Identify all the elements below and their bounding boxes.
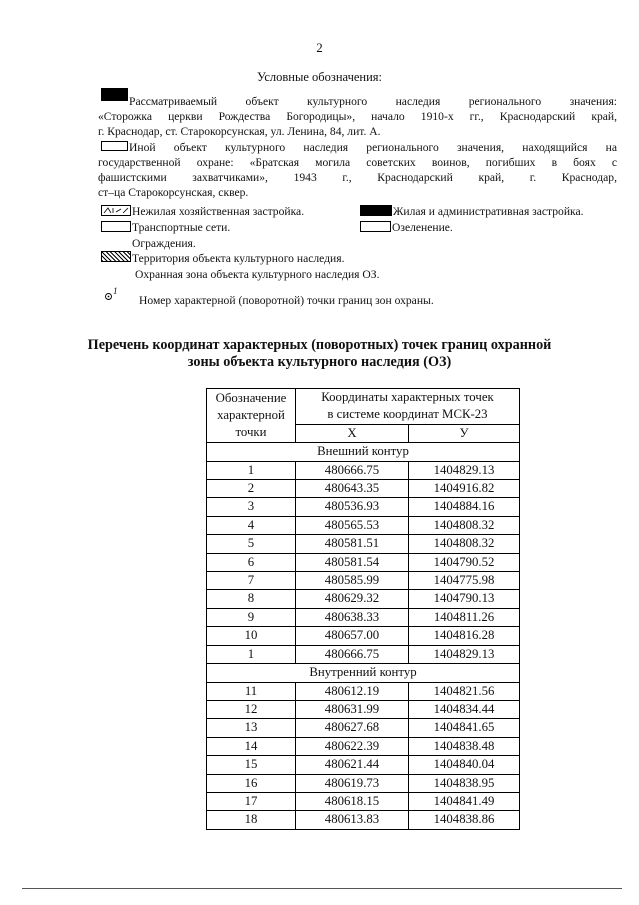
- point-number-cell: 1: [207, 461, 296, 479]
- bottom-divider: [22, 888, 622, 889]
- table-row: [207, 553, 520, 571]
- point-number-cell: 10: [207, 627, 296, 645]
- legend-fences: Ограждения.: [132, 237, 196, 250]
- point-symbol-number: 1: [113, 286, 118, 296]
- table-row: [207, 756, 520, 774]
- point-number-cell: 13: [207, 719, 296, 737]
- page-number: 2: [316, 40, 323, 55]
- table-row: [207, 572, 520, 590]
- table-row: [207, 737, 520, 755]
- point-number-cell: 8: [207, 590, 296, 608]
- y-coordinate-cell: 1404884.16: [409, 498, 520, 516]
- table-row: [207, 608, 520, 626]
- legend-territory: Территория объекта культурного наследия.: [132, 252, 345, 265]
- y-coordinate-cell: 1404775.98: [409, 572, 520, 590]
- y-coordinate-cell: 1404829.13: [409, 645, 520, 663]
- y-coordinate-cell: 1404838.86: [409, 811, 520, 829]
- coordinates-body: [207, 443, 520, 830]
- transport-symbol: [101, 221, 131, 232]
- point-number-cell: 9: [207, 608, 296, 626]
- x-coordinate-cell: 480618.15: [296, 792, 409, 810]
- point-number-cell: 16: [207, 774, 296, 792]
- table-row: [207, 516, 520, 534]
- col-point-header-line-3: точки: [235, 425, 267, 440]
- legend-object-line-3: г. Краснодар, ст. Старокорсунская, ул. Ленина, 84, лит. А.: [98, 125, 381, 138]
- y-coordinate-cell: 1404841.65: [409, 719, 520, 737]
- y-coordinate-cell: 1404838.48: [409, 737, 520, 755]
- table-row: [207, 774, 520, 792]
- y-coordinate-cell: 1404916.82: [409, 480, 520, 498]
- table-row: [207, 682, 520, 700]
- col-y-header: У: [409, 424, 520, 442]
- x-coordinate-cell: 480612.19: [296, 682, 409, 700]
- point-number-cell: 11: [207, 682, 296, 700]
- point-number-cell: 2: [207, 480, 296, 498]
- y-coordinate-cell: 1404790.52: [409, 553, 520, 571]
- x-coordinate-cell: 480621.44: [296, 756, 409, 774]
- legend-other-line-3: фашистскими захватчиками», 1943 г., Краснодарский край, г. Краснодар,: [98, 171, 617, 184]
- y-coordinate-cell: 1404808.32: [409, 516, 520, 534]
- point-number-cell: 12: [207, 700, 296, 718]
- y-coordinate-cell: 1404829.13: [409, 461, 520, 479]
- x-coordinate-cell: 480536.93: [296, 498, 409, 516]
- table-row: [207, 645, 520, 663]
- table-row: [207, 480, 520, 498]
- point-number-cell: 4: [207, 516, 296, 534]
- legend-point: Номер характерной (поворотной) точки границ зон охраны.: [139, 294, 434, 307]
- col-point-header-line-2: характерной: [217, 407, 285, 422]
- x-coordinate-cell: 480638.33: [296, 608, 409, 626]
- table-row: [207, 792, 520, 810]
- y-coordinate-cell: 1404834.44: [409, 700, 520, 718]
- x-coordinate-cell: 480619.73: [296, 774, 409, 792]
- x-coordinate-cell: 480622.39: [296, 737, 409, 755]
- table-section-row: [207, 664, 520, 682]
- section-title: Внутренний контур: [207, 664, 520, 682]
- greenery-symbol: [360, 221, 391, 232]
- point-number-cell: 6: [207, 553, 296, 571]
- x-coordinate-cell: 480643.35: [296, 480, 409, 498]
- legend-object-line-2: «Сторожка церкви Рождества Богородицы», начало 1910-х гг., Краснодарский край,: [98, 110, 617, 123]
- x-coordinate-cell: 480581.54: [296, 553, 409, 571]
- x-coordinate-cell: 480629.32: [296, 590, 409, 608]
- table-row: [207, 700, 520, 718]
- col-coords-header-line-2: в системе координат МСК-23: [327, 407, 488, 422]
- x-coordinate-cell: 480657.00: [296, 627, 409, 645]
- table-row: [207, 719, 520, 737]
- col-x-header: X: [296, 424, 409, 442]
- col-coords-header-line-1: Координаты характерных точек: [321, 390, 494, 404]
- point-number-cell: 14: [207, 737, 296, 755]
- point-number-cell: 15: [207, 756, 296, 774]
- point-number-cell: 3: [207, 498, 296, 516]
- table-row: [207, 627, 520, 645]
- legend-greenery: Озеленение.: [392, 221, 453, 234]
- y-coordinate-cell: 1404790.13: [409, 590, 520, 608]
- x-coordinate-cell: 480666.75: [296, 461, 409, 479]
- col-point-header: [207, 389, 296, 443]
- legend-object-line-1: Рассматриваемый объект культурного наследия регионального значения:: [129, 95, 617, 108]
- table-heading-line-1: Перечень координат характерных (поворотных) точек границ охранной: [87, 337, 552, 353]
- legend-other-line-1: Иной объект культурного наследия регионального значения, находящийся на: [129, 141, 617, 154]
- table-row: [207, 498, 520, 516]
- legend-residential: Жилая и административная застройка.: [393, 205, 584, 218]
- table-row: [207, 811, 520, 829]
- y-coordinate-cell: 1404808.32: [409, 535, 520, 553]
- x-coordinate-cell: 480585.99: [296, 572, 409, 590]
- y-coordinate-cell: 1404841.49: [409, 792, 520, 810]
- other-object-symbol: [101, 141, 128, 151]
- x-coordinate-cell: 480581.51: [296, 535, 409, 553]
- x-coordinate-cell: 480666.75: [296, 645, 409, 663]
- table-row: [207, 461, 520, 479]
- residential-symbol: [360, 205, 392, 216]
- section-title: Внешний контур: [207, 443, 520, 461]
- x-coordinate-cell: 480565.53: [296, 516, 409, 534]
- point-marker-icon: [104, 286, 118, 302]
- table-heading-line-2: зоны объекта культурного наследия (ОЗ): [187, 354, 452, 370]
- table-section-row: [207, 443, 520, 461]
- x-coordinate-cell: 480631.99: [296, 700, 409, 718]
- point-number-cell: 18: [207, 811, 296, 829]
- legend-title: Условные обозначения:: [256, 70, 383, 84]
- table-row: [207, 590, 520, 608]
- point-number-cell: 7: [207, 572, 296, 590]
- legend-nonresidential: Нежилая хозяйственная застройка.: [132, 205, 305, 218]
- y-coordinate-cell: 1404816.28: [409, 627, 520, 645]
- y-coordinate-cell: 1404811.26: [409, 608, 520, 626]
- y-coordinate-cell: 1404821.56: [409, 682, 520, 700]
- col-point-header-line-1: Обозначение: [215, 390, 287, 405]
- x-coordinate-cell: 480613.83: [296, 811, 409, 829]
- legend-other-line-2: государственной охране: «Братская могила советских воинов, погибших в боях с: [98, 156, 617, 169]
- territory-symbol: [101, 251, 131, 262]
- legend-transport: Транспортные сети.: [132, 221, 231, 234]
- col-coords-header: [296, 389, 520, 425]
- point-number-cell: 17: [207, 792, 296, 810]
- legend-protection-zone: Охранная зона объекта культурного наследия ОЗ.: [135, 268, 380, 281]
- x-coordinate-cell: 480627.68: [296, 719, 409, 737]
- legend-other-line-4: ст–ца Старокорсунская, сквер.: [98, 186, 249, 199]
- point-number-cell: 5: [207, 535, 296, 553]
- point-number-cell: 1: [207, 645, 296, 663]
- y-coordinate-cell: 1404840.04: [409, 756, 520, 774]
- subject-object-symbol: [101, 88, 128, 101]
- y-coordinate-cell: 1404838.95: [409, 774, 520, 792]
- coordinates-table: [206, 388, 520, 830]
- nonresidential-symbol: [101, 205, 131, 216]
- table-row: [207, 535, 520, 553]
